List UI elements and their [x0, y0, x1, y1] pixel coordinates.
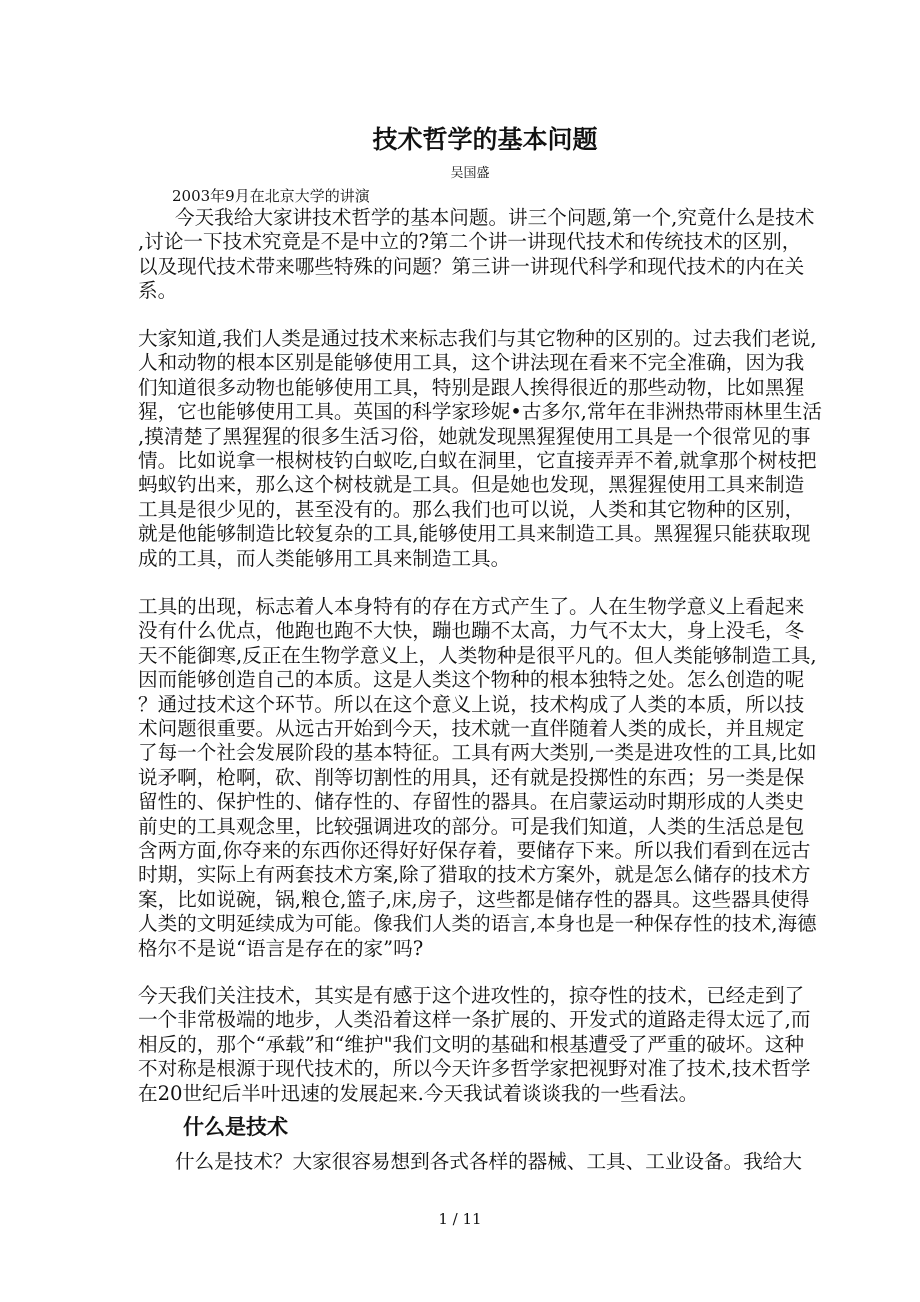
paragraph-line: 今天我们关注技术，其实是有感于这个进攻性的，掠夺性的技术，已经走到了: [138, 984, 805, 1007]
paragraph-line: 没有什么优点，他跑也跑不大快，蹦也蹦不太高，力气不太大，身上没毛，冬: [138, 619, 805, 643]
paragraph-line: 蚂蚁钓出来，那么这个树枝就是工具。但是她也发现，黑猩猩使用工具来制造: [138, 473, 805, 497]
paragraph-line: 因而能够创造自己的本质。这是人类这个物种的根本独特之处。怎么创造的呢: [138, 668, 805, 692]
paragraph-line: 们知道很多动物也能够使用工具，特别是跟人挨得很近的那些动物，比如黑猩: [138, 375, 805, 399]
paragraph-line: 格尔不是说“语言是存在的家”吗?: [138, 936, 424, 960]
paragraph-line: ？通过技术这个环节。所以在这个意义上说，技术构成了人类的本质，所以技: [138, 692, 805, 716]
paragraph-line: 相反的，那个“承载”和“维护"我们文明的基础和根基遭受了严重的破坏。这种: [138, 1032, 805, 1056]
paragraph-line: 留性的、保护性的、储存性的、存留性的器具。在启蒙运动时期形成的人类史: [138, 790, 805, 814]
paragraph-line: 大家知道,我们人类是通过技术来标志我们与其它物种的区别的。过去我们老说,: [138, 327, 817, 350]
paragraph-line: 前史的工具观念里，比较强调进攻的部分。可是我们知道，人类的生活总是包: [138, 814, 805, 838]
paragraph-line: 情。比如说拿一根树枝钓白蚁吃,白蚁在洞里，它直接弄弄不着,就拿那个树枝把: [138, 449, 817, 472]
paragraph-line: 今天我给大家讲技术哲学的基本问题。讲三个问题,第一个,究竟什么是技术: [175, 206, 815, 229]
paragraph-line: 工具的出现，标志着人本身特有的存在方式产生了。人在生物学意义上看起来: [138, 595, 805, 618]
paragraph-line: 工具是很少见的，甚至没有的。那么我们也可以说，人类和其它物种的区别，: [138, 497, 805, 521]
section-heading: 什么是技术: [183, 1115, 288, 1139]
paragraph-line: 就是他能够制造比较复杂的工具,能够使用工具来制造工具。黑猩猩只能获取现: [138, 522, 811, 546]
paragraph-line: 在20世纪后半叶迅速的发展起来.今天我试着谈谈我的一些看法。: [138, 1081, 699, 1105]
paragraph-line: 猩，它也能够使用工具。英国的科学家珍妮•古多尔,常年在非洲热带雨林里生活: [138, 400, 822, 424]
page-number: 1 / 11: [438, 1210, 482, 1228]
paragraph-line: 了每一个社会发展阶段的基本特征。工具有两大类别,一类是进攻性的工具,比如: [138, 741, 817, 765]
paragraph-line: 系。: [138, 279, 178, 303]
paragraph-line: 案，比如说碗，锅,粮仓,篮子,床,房子，这些都是储存性的器具。这些器具使得: [138, 887, 810, 911]
paragraph-line: 人和动物的根本区别是能够使用工具，这个讲法现在看来不完全准确，因为我: [138, 351, 805, 375]
paragraph-line: 术问题很重要。从远古开始到今天，技术就一直伴随着人类的成长，并且规定: [138, 717, 805, 740]
paragraph-line: 一个非常极端的地步，人类沿着这样一条扩展的、开发式的道路走得太远了,而: [138, 1008, 811, 1032]
paragraph-line: 含两方面,你夺来的东西你还得好好保存着，要储存下来。所以我们看到在远古: [138, 839, 811, 862]
paragraph-line: 说矛啊，枪啊，砍、削等切割性的用具，还有就是投掷性的东西；另一类是保: [138, 765, 805, 789]
paragraph-line: 不对称是根源于现代技术的，所以今天许多哲学家把视野对准了技术,技术哲学: [138, 1057, 811, 1081]
document-title: 技术哲学的基本问题: [372, 125, 598, 154]
paragraph-line: 人类的文明延续成为可能。像我们人类的语言,本身也是一种保存性的技术,海德: [138, 912, 817, 936]
author: 吴国盛: [450, 166, 490, 181]
date-line: 2003年9月在北京大学的讲演: [172, 187, 370, 205]
paragraph-line: 成的工具，而人类能够用工具来制造工具。: [138, 546, 511, 570]
paragraph-line: ,摸清楚了黑猩猩的很多生活习俗，她就发现黑猩猩使用工具是一个很常见的事: [138, 424, 811, 448]
paragraph-line: 时期，实际上有两套技术方案,除了猎取的技术方案外，就是怎么储存的技术方: [138, 863, 811, 887]
section-first-line: 什么是技术？大家很容易想到各式各样的器械、工具、工业设备。我给大: [175, 1150, 802, 1173]
paragraph-line: 天不能御寒,反正在生物学意义上，人类物种是很平凡的。但人类能够制造工具,: [138, 643, 817, 667]
paragraph-line: ,讨论一下技术究竟是不是中立的?第二个讲一讲现代技术和传统技术的区别，: [138, 230, 802, 254]
paragraph-line: 以及现代技术带来哪些特殊的问题？第三讲一讲现代科学和现代技术的内在关: [138, 254, 805, 278]
